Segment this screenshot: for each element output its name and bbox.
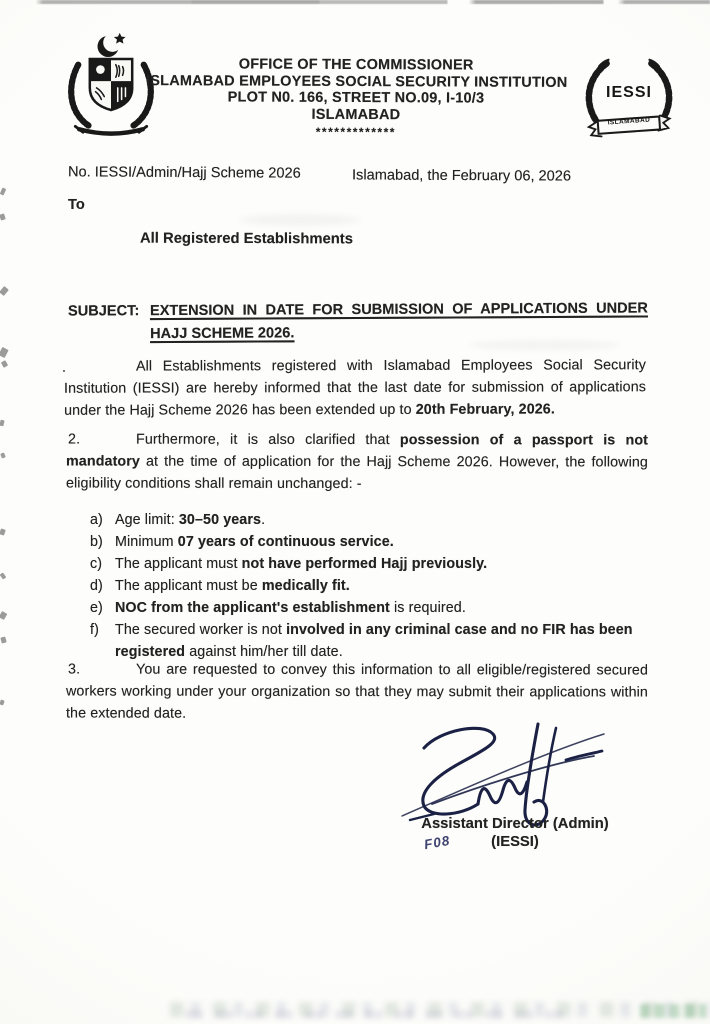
letterhead-institution: ISLAMABAD EMPLOYEES SOCIAL SECURITY INSTITUTION [146, 72, 568, 91]
subject-line1: EXTENSION IN DATE FOR SUBMISSION OF APPLICATIONS UNDER [149, 300, 648, 320]
list-item-f-text: The secured worker is not involved in any criminal case and no FIR has been registered against him/her till date. [115, 622, 633, 660]
salutation-to: To [68, 197, 85, 213]
list-item-b-text: Minimum 07 years of continuous service. [115, 534, 394, 550]
list-item-e-label: e) [90, 600, 103, 616]
paragraph-1 [61, 354, 647, 422]
list-item-e [90, 597, 642, 619]
list-item-a-text: Age limit: 30–50 years. [115, 512, 266, 528]
list-item-a [90, 509, 642, 531]
scan-smudge [240, 214, 360, 226]
scan-bleed-band [640, 1004, 706, 1018]
iessi-logo-acronym: IESSI [606, 84, 652, 101]
list-item-c-label: c) [90, 556, 103, 572]
scan-bleed-band [185, 1010, 565, 1019]
paragraph-2-number: 2. [68, 431, 81, 448]
letterhead-city: ISLAMABAD [311, 106, 401, 123]
paragraph-1-text: All Establishments registered with Islamabad Employees Social Security Institution (IESSI) are hereby informed that the last date for submission of applications under the Hajj Scheme 2026 has been extended up to 20th February, 2026. [63, 357, 647, 419]
list-item-a-label: a) [90, 512, 103, 528]
paragraph-1-marker: . [61, 359, 67, 376]
handwritten-annotation: F08 [422, 832, 452, 853]
signatory-organization: (IESSI) [491, 834, 539, 850]
list-item-f [90, 619, 642, 663]
list-item-b [90, 531, 642, 553]
letterhead-address: PLOT N0. 166, STREET NO.09, I-10/3 [227, 89, 485, 107]
list-item-f-label: f) [90, 622, 99, 638]
iessi-logo-banner-text: ISLAMABAD [607, 116, 651, 127]
subject-line2: HAJJ SCHEME 2026. [150, 325, 295, 343]
iessi-logo [573, 52, 685, 146]
signatory-title: Assistant Director (Admin) [421, 816, 609, 832]
reference-number: No. IESSI/Admin/Hajj Scheme 2026 [67, 164, 301, 182]
list-item-d-label: d) [90, 578, 103, 594]
paragraph-3-text: You are requested to convey this information to all eligible/registered secured workers working under your organization so that they may submit their applications within the extended date. [65, 661, 649, 722]
eligibility-conditions-list [90, 509, 642, 663]
addressee-name: All Registered Establishments [139, 230, 354, 248]
letterhead-divider-stars: ************* [315, 124, 396, 140]
paragraph-3-number: 3. [68, 661, 81, 678]
paragraph-2-text: Furthermore, it is also clarified that possession of a passport is not mandatory at the time of application for the Hajj Scheme 2026. However, the following eligibility conditions shall remain unchanged: - [65, 431, 649, 493]
paragraph-2 [66, 428, 648, 495]
letterhead-office: OFFICE OF THE COMMISSIONER [238, 56, 474, 74]
scan-edge-artifact-top [0, 0, 710, 4]
scan-smudge [470, 340, 620, 350]
list-item-c [90, 553, 642, 575]
list-item-c-text: The applicant must not have performed Hajj previously. [115, 556, 488, 572]
place-and-date: Islamabad, the February 06, 2026 [351, 167, 572, 185]
list-item-d [90, 575, 642, 597]
list-item-d-text: The applicant must be medically fit. [115, 578, 350, 594]
list-item-e-text: NOC from the applicant's establishment is required. [115, 600, 466, 616]
letterhead [146, 56, 566, 139]
subject-label: SUBJECT: [67, 303, 140, 320]
list-item-b-label: b) [90, 534, 103, 550]
